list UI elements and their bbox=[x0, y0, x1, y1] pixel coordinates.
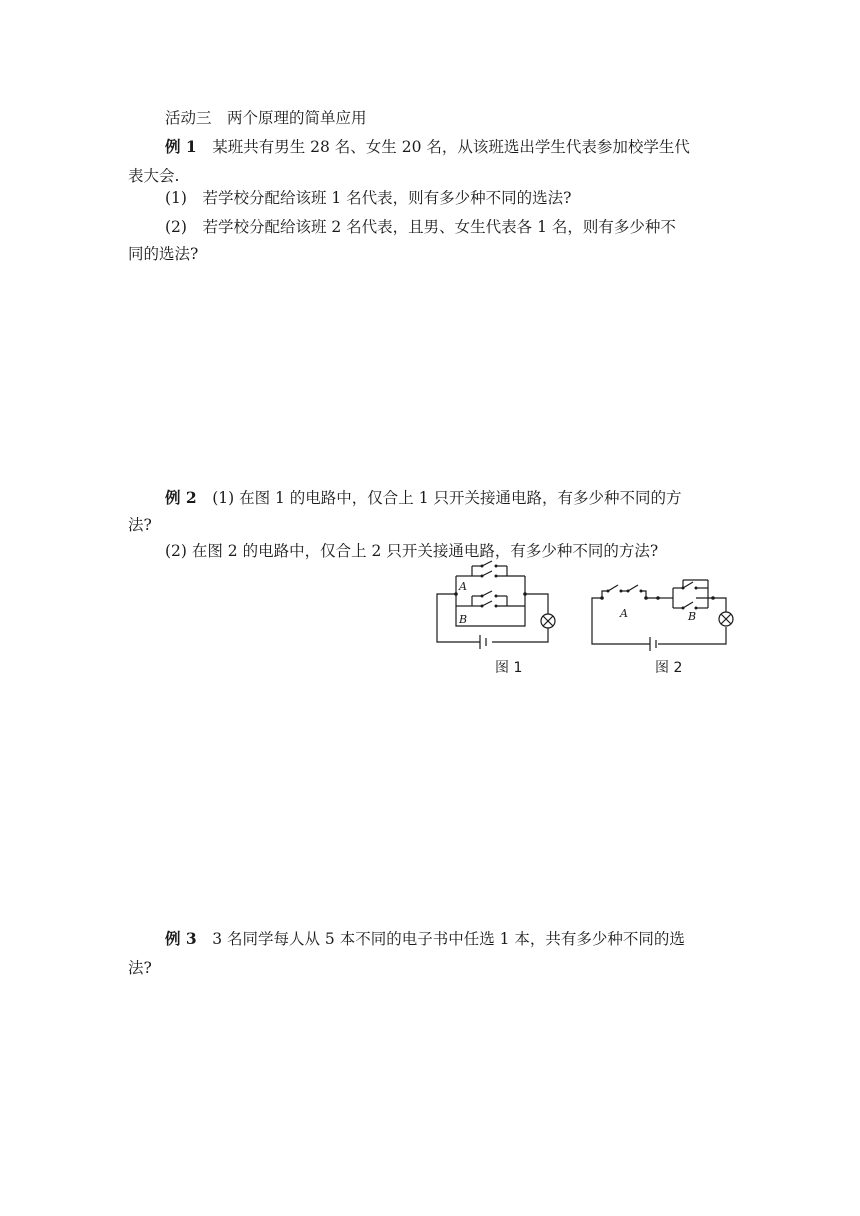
example-3-line-2: 法? bbox=[128, 959, 152, 977]
figure-1-caption: 图 1 bbox=[495, 660, 523, 676]
example-1-line-2: 表大会. bbox=[128, 167, 180, 185]
example-2-question-2: (2) 在图 2 的电路中，仅合上 2 只开关接通电路，有多少种不同的方法? bbox=[165, 542, 659, 560]
example-1-question-2-line-1: (2) 若学校分配给该班 2 名代表，且男、女生代表各 1 名，则有多少种不 bbox=[165, 218, 676, 236]
example-2-question-1-line-2: 法? bbox=[128, 516, 152, 534]
figure-1-label-a: A bbox=[459, 580, 467, 593]
example-1-text: 某班共有男生 28 名、女生 20 名，从该班选出学生代表参加校学生代 bbox=[212, 138, 690, 156]
section-title: 活动三 两个原理的简单应用 bbox=[165, 109, 367, 127]
example-3-line-1 bbox=[165, 929, 685, 949]
example-1-label: 例 1 bbox=[165, 137, 197, 156]
example-1-question-2-line-2: 同的选法? bbox=[128, 245, 199, 263]
example-1-line-1 bbox=[165, 137, 690, 157]
figure-1-label-b: B bbox=[459, 613, 468, 626]
example-2-question-1: (1) 在图 1 的电路中，仅合上 1 只开关接通电路，有多少种不同的方 bbox=[212, 489, 682, 507]
example-3-text: 3 名同学每人从 5 本不同的电子书中任选 1 本，共有多少种不同的选 bbox=[212, 930, 685, 948]
figure-1-circuit bbox=[430, 558, 570, 658]
example-2-label: 例 2 bbox=[165, 488, 197, 507]
figure-2-label-a: A bbox=[620, 607, 628, 620]
example-3-label: 例 3 bbox=[165, 929, 197, 948]
figure-2-label-b: B bbox=[688, 610, 697, 623]
figure-2-caption: 图 2 bbox=[655, 660, 683, 676]
figure-2-circuit bbox=[588, 572, 738, 658]
example-2-line-1 bbox=[165, 488, 682, 508]
example-1-question-1: (1) 若学校分配给该班 1 名代表，则有多少种不同的选法? bbox=[165, 189, 572, 207]
